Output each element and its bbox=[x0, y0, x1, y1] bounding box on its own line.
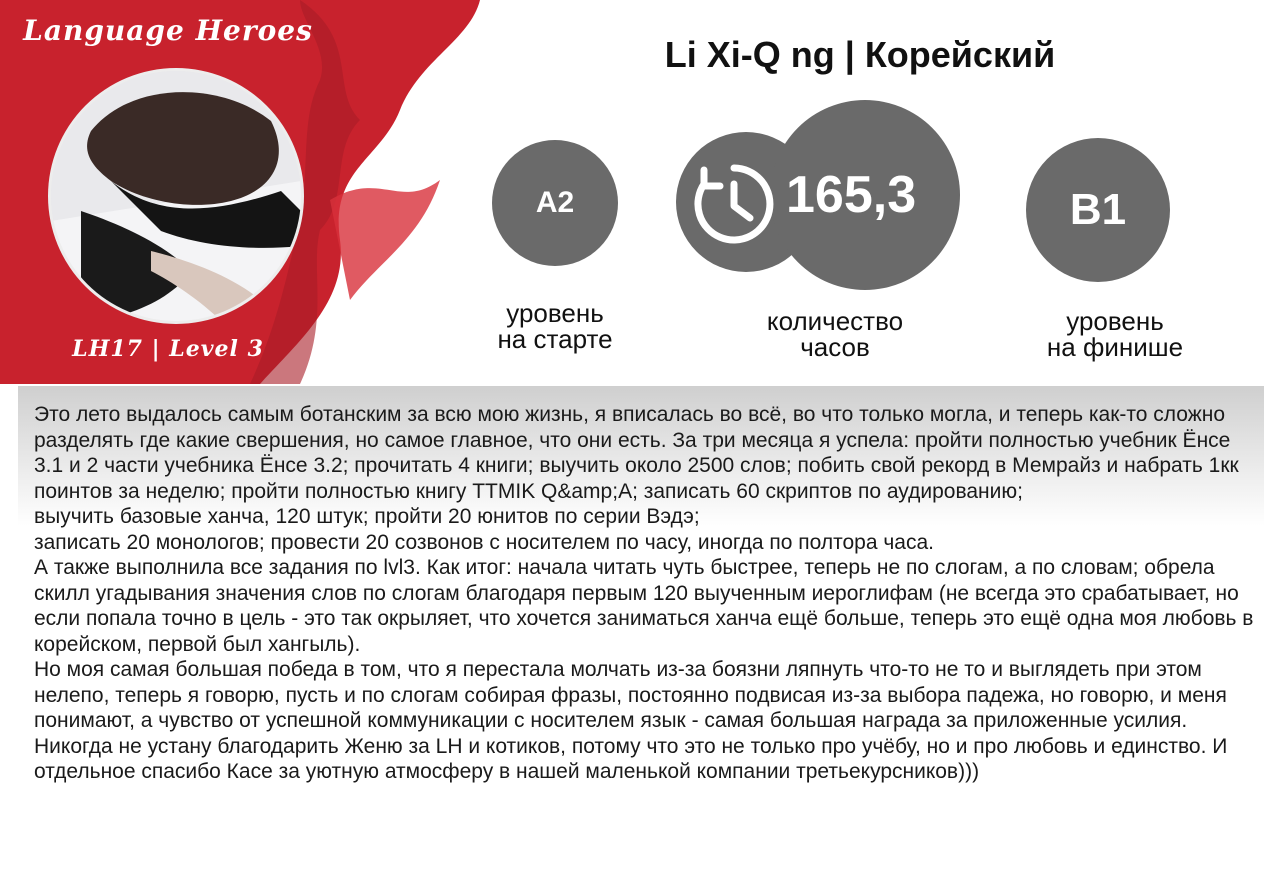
start-level-caption-line1: уровень bbox=[506, 298, 604, 328]
brand-banner bbox=[0, 0, 480, 400]
avatar bbox=[48, 68, 304, 324]
page-title: Li Xi-Q ng | Корейский bbox=[664, 34, 1056, 75]
start-level-badge: A2 bbox=[492, 140, 618, 266]
paragraph: Но моя самая большая победа в том, что я перестала молчать из-за боязни ляпнуть что-то не то и выглядеть при этом нелепо, теперь я говорю, пусть и по слогам собирая фразы, постоянно подвисая из-за выбора падежа, но говорю, и меня понимают, а чувство от успешной коммуникации с носителем язык - самая большая награда за приложенные усилия. bbox=[34, 658, 1227, 732]
hours-caption bbox=[740, 308, 930, 360]
finish-level-badge: B1 bbox=[1026, 138, 1170, 282]
hours-caption-line2: часов bbox=[800, 332, 870, 362]
paragraph: А также выполнила все задания по lvl3. Как итог: начала читать чуть быстрее, теперь не по слогам, а по словам; обрела скилл угадывания значения слов по слогам благодаря первым 120 выученным иероглифам (не всегда это срабатывает, но если попала точно в цель - это так окрыляет, что хочется заниматься ханча ещё больше, теперь это ещё одна моя любовь в корейском, первой был хангыль). bbox=[34, 556, 1254, 656]
brand-logo-text: Language Heroes bbox=[23, 14, 313, 47]
finish-level-caption-line2: на финише bbox=[1046, 332, 1184, 362]
start-level-caption-line2: на старте bbox=[497, 324, 613, 354]
paragraph: Это лето выдалось самым ботанским за всю мою жизнь, я вписалась во всё, во что только могла, и теперь как-то сложно разделять где какие свершения, но самое главное, что они есть. За три месяца я успела: пройти полностью учебник Ёнсе 3.1 и 2 части учебника Ёнсе 3.2; прочитать 4 книги; выучить около 2500 слов; побить свой рекорд в Мемрайз и набрать 1кк поинтов за неделю; пройти полностью книгу TTMIK Q&amp;A; записать 60 скриптов по аудированию; bbox=[34, 403, 1239, 503]
hours-caption-line1: количество bbox=[766, 306, 904, 336]
finish-level-caption bbox=[1030, 308, 1200, 360]
clock-icon bbox=[690, 160, 778, 248]
paragraph: записать 20 монологов; провести 20 созвонов с носителем по часу, иногда по полтора часа. bbox=[34, 530, 934, 554]
hours-badge: 165,3 bbox=[770, 100, 960, 290]
paragraph: Никогда не устану благодарить Женю за LH и котиков, потому что это не только про учёбу, но и про любовь и единство. И отдельное спасибо Касе за уютную атмосферу в нашей маленькой компании третьекурсников))) bbox=[34, 734, 1228, 783]
start-level-caption bbox=[480, 300, 630, 352]
testimonial-text bbox=[34, 402, 1256, 785]
level-tag: LH17 | Level 3 bbox=[72, 336, 264, 362]
avatar-illustration bbox=[51, 71, 301, 321]
finish-level-caption-line1: уровень bbox=[1066, 306, 1164, 336]
paragraph: выучить базовые ханча, 120 штук; пройти 20 юнитов по серии Вэдэ; bbox=[34, 505, 700, 528]
